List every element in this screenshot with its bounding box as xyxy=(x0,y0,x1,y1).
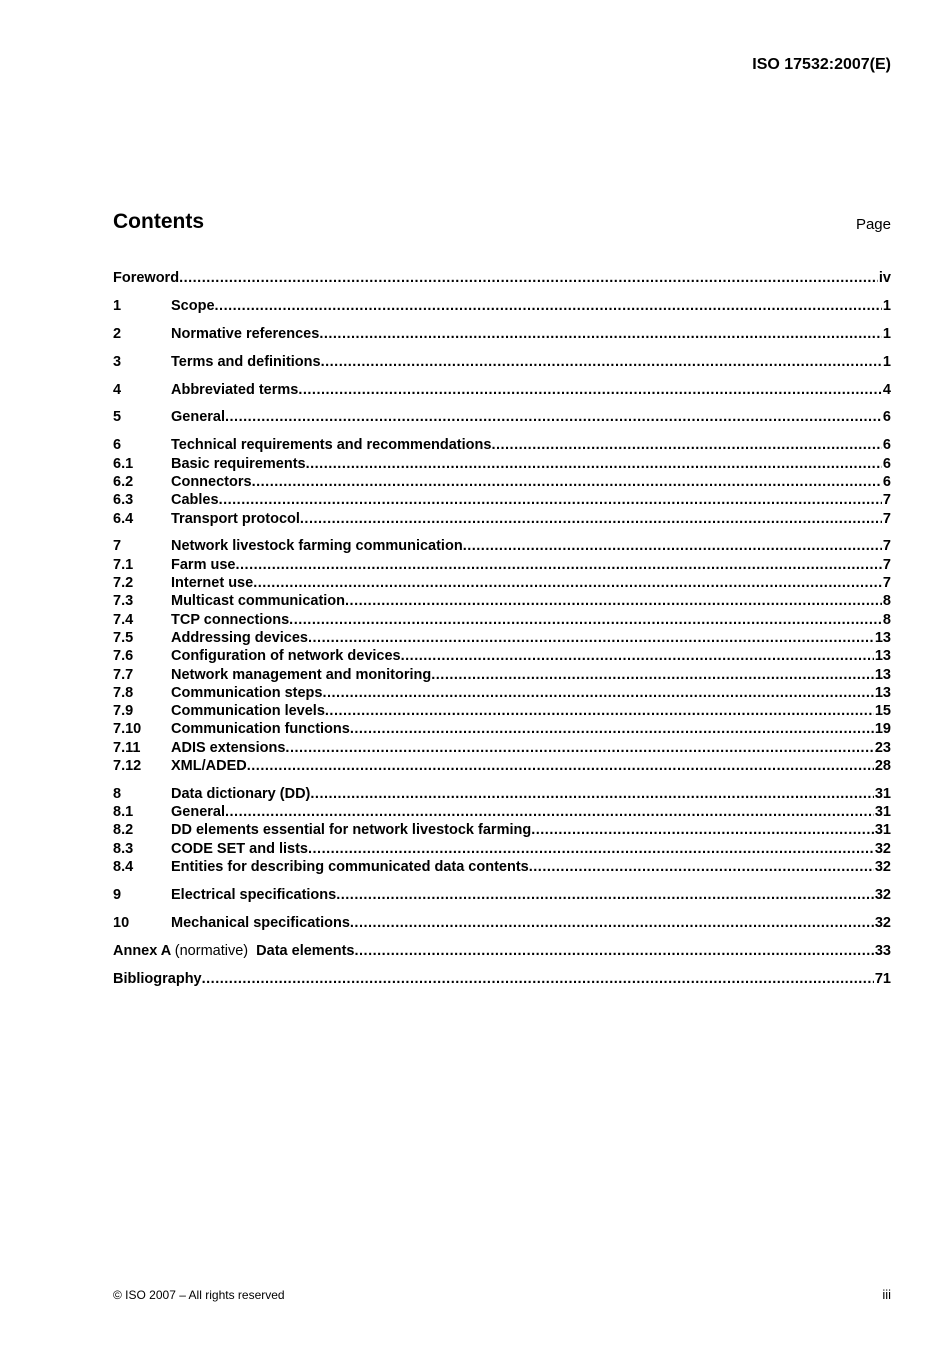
toc-entry-title-text: Annex A xyxy=(113,942,171,959)
toc-entry-page: 33 xyxy=(874,942,891,959)
toc-entry-title-text: Basic requirements xyxy=(171,455,306,472)
toc-entry-page: 23 xyxy=(874,739,891,756)
toc-dot-leader xyxy=(336,886,874,904)
toc-entry-page: 31 xyxy=(874,822,891,839)
toc-entry-title xyxy=(171,629,308,647)
toc-entry-title xyxy=(171,455,306,473)
toc-entry-number: 9 xyxy=(113,886,122,903)
toc-entry-title xyxy=(113,942,355,960)
contents-heading: Contents xyxy=(113,210,204,233)
toc-entry-number: 6.1 xyxy=(113,455,134,472)
toc-entry-title-text: Configuration of network devices xyxy=(171,648,401,665)
toc-group xyxy=(113,381,891,399)
toc-entry-title xyxy=(171,720,350,738)
toc-entry-number: 5 xyxy=(113,409,122,426)
toc-entry-number: 6.3 xyxy=(113,492,134,509)
toc-entry-page: 15 xyxy=(874,703,891,720)
toc-entry-page: 13 xyxy=(874,648,891,665)
toc-entry-page: 19 xyxy=(874,721,891,738)
toc-entry-number: 8.3 xyxy=(113,840,134,857)
toc-entry[interactable] xyxy=(113,886,891,904)
toc-entry-title xyxy=(171,408,225,426)
toc-group xyxy=(113,970,891,988)
toc-entry-page: 8 xyxy=(882,593,891,610)
toc-entry-number: 10 xyxy=(113,914,130,931)
toc-entry-title xyxy=(171,821,531,839)
toc-entry-number: 7.2 xyxy=(113,575,134,592)
toc-entry[interactable] xyxy=(113,757,891,775)
toc-entry-title xyxy=(171,297,215,315)
toc-group xyxy=(113,408,891,426)
toc-entry-title-text: Network livestock farming communication xyxy=(171,538,463,555)
toc-entry-number: 6 xyxy=(113,437,122,454)
toc-entry-title xyxy=(171,574,253,592)
toc-entry-title-text: Addressing devices xyxy=(171,629,308,646)
toc-dot-leader xyxy=(350,720,874,738)
toc-group xyxy=(113,297,891,315)
toc-entry-number: 7.3 xyxy=(113,593,134,610)
toc-entry[interactable] xyxy=(113,556,891,574)
toc-entry[interactable] xyxy=(113,684,891,702)
table-of-contents xyxy=(113,269,891,998)
toc-entry-number: 8.2 xyxy=(113,822,134,839)
toc-entry-title xyxy=(171,702,325,720)
toc-entry-title-text: Network management and monitoring xyxy=(171,666,432,683)
toc-entry-number: 8 xyxy=(113,785,122,802)
toc-entry-title-text: XML/ADED xyxy=(171,757,247,774)
toc-entry-number: 7.9 xyxy=(113,703,134,720)
toc-dot-leader xyxy=(431,666,874,684)
toc-entry-title xyxy=(171,436,491,454)
toc-entry-page: 32 xyxy=(874,840,891,857)
toc-entry-title xyxy=(171,858,529,876)
toc-entry[interactable] xyxy=(113,611,891,629)
toc-entry[interactable] xyxy=(113,510,891,528)
toc-entry-page: 71 xyxy=(874,970,891,987)
toc-entry-page: 6 xyxy=(882,437,891,454)
toc-group xyxy=(113,325,891,343)
toc-entry-title-text: Farm use xyxy=(171,556,236,573)
toc-entry-title-text: Normative references xyxy=(171,325,320,342)
toc-dot-leader xyxy=(310,785,873,803)
toc-entry[interactable] xyxy=(113,942,891,960)
toc-entry[interactable] xyxy=(113,702,891,720)
toc-dot-leader xyxy=(345,592,882,610)
toc-entry-title-text: Transport protocol xyxy=(171,510,300,527)
toc-dot-leader xyxy=(300,510,882,528)
toc-entry-page: 7 xyxy=(882,538,891,555)
toc-entry-number: 7.11 xyxy=(113,739,141,756)
toc-group xyxy=(113,436,891,527)
toc-entry-number: 7.5 xyxy=(113,629,134,646)
toc-entry-page: 32 xyxy=(874,914,891,931)
toc-entry-title-text: DD elements essential for network livestock farming xyxy=(171,822,532,839)
toc-entry-page: 13 xyxy=(874,629,891,646)
toc-entry-title xyxy=(171,611,289,629)
toc-entry-page: 32 xyxy=(874,886,891,903)
toc-group xyxy=(113,353,891,371)
toc-entry[interactable] xyxy=(113,325,891,343)
toc-entry-title xyxy=(171,592,345,610)
toc-dot-leader xyxy=(308,629,874,647)
toc-entry-title-text: Electrical specifications xyxy=(171,886,337,903)
toc-entry-title-text: Communication levels xyxy=(171,703,325,720)
toc-entry[interactable] xyxy=(113,269,891,287)
toc-entry-title-text: Entities for describing communicated data contents xyxy=(171,859,529,876)
toc-dot-leader xyxy=(306,455,882,473)
toc-entry-title xyxy=(171,840,308,858)
toc-entry-title xyxy=(171,556,235,574)
toc-entry-number: 7.10 xyxy=(113,721,142,738)
toc-entry-title-text: Terms and definitions xyxy=(171,353,321,370)
toc-group xyxy=(113,886,891,904)
toc-entry-title-text: Communication functions xyxy=(171,721,350,738)
toc-entry-title-text: General xyxy=(171,409,225,426)
toc-entry-number: 8.1 xyxy=(113,804,134,821)
toc-entry-page: 6 xyxy=(882,455,891,472)
toc-dot-leader xyxy=(298,381,882,399)
toc-entry[interactable] xyxy=(113,970,891,988)
toc-entry-number: 8.4 xyxy=(113,859,134,876)
toc-entry-page: 13 xyxy=(874,684,891,701)
toc-dot-leader xyxy=(225,408,882,426)
toc-entry[interactable] xyxy=(113,592,891,610)
footer-copyright: © ISO 2007 – All rights reserved xyxy=(113,1288,285,1302)
toc-entry-title-text: TCP connections xyxy=(171,611,290,628)
toc-entry-page: 31 xyxy=(874,804,891,821)
toc-entry-page: 28 xyxy=(874,757,891,774)
toc-entry[interactable] xyxy=(113,491,891,509)
toc-entry[interactable] xyxy=(113,821,891,839)
toc-entry-title-text: Communication steps xyxy=(171,684,323,701)
toc-entry[interactable] xyxy=(113,858,891,876)
toc-entry-number: 4 xyxy=(113,381,122,398)
toc-entry-number: 7.1 xyxy=(113,556,134,573)
toc-dot-leader xyxy=(252,473,882,491)
toc-entry[interactable] xyxy=(113,840,891,858)
toc-entry-number: 7 xyxy=(113,538,122,555)
toc-entry[interactable] xyxy=(113,473,891,491)
toc-entry-page: iv xyxy=(878,270,891,286)
toc-entry-number: 6.2 xyxy=(113,473,134,490)
toc-dot-leader xyxy=(179,269,878,287)
toc-entry-title-text: ADIS extensions xyxy=(171,739,286,756)
toc-entry-page: 31 xyxy=(874,785,891,802)
toc-entry-title xyxy=(171,510,300,528)
toc-entry-number: 7.7 xyxy=(113,666,134,683)
toc-entry-annex-type: (normative) xyxy=(174,942,249,959)
toc-dot-leader xyxy=(350,914,874,932)
toc-entry[interactable] xyxy=(113,785,891,803)
toc-entry[interactable] xyxy=(113,629,891,647)
toc-entry-title xyxy=(113,970,202,988)
toc-entry[interactable] xyxy=(113,803,891,821)
toc-entry-title-text: Foreword xyxy=(113,270,180,286)
toc-entry[interactable] xyxy=(113,914,891,932)
toc-entry-page: 13 xyxy=(874,666,891,683)
toc-group xyxy=(113,914,891,932)
toc-dot-leader xyxy=(401,647,874,665)
toc-entry-page: 7 xyxy=(882,556,891,573)
toc-group xyxy=(113,942,891,960)
toc-entry-page: 32 xyxy=(874,859,891,876)
toc-entry[interactable] xyxy=(113,353,891,371)
toc-dot-leader xyxy=(235,556,881,574)
toc-group xyxy=(113,269,891,287)
toc-entry[interactable] xyxy=(113,739,891,757)
toc-entry[interactable] xyxy=(113,666,891,684)
toc-entry-title-text: Technical requirements and recommendations xyxy=(171,437,492,454)
toc-entry[interactable] xyxy=(113,381,891,399)
toc-entry-title xyxy=(171,666,431,684)
toc-entry-number: 1 xyxy=(113,297,122,314)
toc-entry-number: 7.12 xyxy=(113,757,142,774)
toc-entry-title xyxy=(171,739,285,757)
toc-entry-title-text: General xyxy=(171,804,225,821)
toc-entry-page: 6 xyxy=(882,409,891,426)
toc-entry[interactable] xyxy=(113,537,891,555)
toc-dot-leader xyxy=(321,353,882,371)
toc-dot-leader xyxy=(253,574,882,592)
toc-entry[interactable] xyxy=(113,647,891,665)
toc-entry[interactable] xyxy=(113,574,891,592)
toc-entry-title-text: Abbreviated terms xyxy=(171,381,299,398)
toc-dot-leader xyxy=(289,611,882,629)
toc-entry-title xyxy=(171,914,350,932)
toc-entry-number: 3 xyxy=(113,353,122,370)
toc-dot-leader xyxy=(219,491,882,509)
toc-entry-title-text: Bibliography xyxy=(113,970,202,987)
toc-entry-title-text: Connectors xyxy=(171,473,252,490)
toc-group xyxy=(113,537,891,775)
toc-dot-leader xyxy=(531,821,874,839)
toc-dot-leader xyxy=(325,702,874,720)
toc-dot-leader xyxy=(322,684,873,702)
toc-entry[interactable] xyxy=(113,455,891,473)
toc-entry-number: 6.4 xyxy=(113,510,134,527)
toc-entry-page: 8 xyxy=(882,611,891,628)
toc-entry[interactable] xyxy=(113,720,891,738)
toc-entry-title xyxy=(113,269,179,287)
toc-dot-leader xyxy=(463,537,882,555)
toc-entry-title xyxy=(171,785,310,803)
toc-entry-title-text: Scope xyxy=(171,297,215,314)
toc-entry-page: 6 xyxy=(882,473,891,490)
toc-dot-leader xyxy=(529,858,874,876)
toc-dot-leader xyxy=(285,739,873,757)
toc-entry-number: 7.4 xyxy=(113,611,134,628)
toc-entry[interactable] xyxy=(113,436,891,454)
toc-entry-page: 7 xyxy=(882,492,891,509)
toc-entry-title-text: Multicast communication xyxy=(171,593,346,610)
toc-dot-leader xyxy=(247,757,874,775)
toc-entry-title xyxy=(171,647,401,665)
toc-entry-title xyxy=(171,757,247,775)
toc-entry-number: 2 xyxy=(113,325,122,342)
page-column-label: Page xyxy=(855,216,891,233)
toc-entry-title xyxy=(171,353,321,371)
document-id: ISO 17532:2007(E) xyxy=(752,56,891,73)
toc-entry-title-text: Data dictionary (DD) xyxy=(171,785,311,802)
toc-entry-title xyxy=(171,803,225,821)
toc-entry-number: 7.8 xyxy=(113,684,134,701)
toc-entry-title xyxy=(171,381,298,399)
toc-entry-number: 7.6 xyxy=(113,648,134,665)
toc-entry-annex-title: Data elements xyxy=(256,942,355,959)
toc-dot-leader xyxy=(355,942,874,960)
toc-entry-title xyxy=(171,684,322,702)
toc-dot-leader xyxy=(202,970,874,988)
toc-entry-title-text: Internet use xyxy=(171,575,254,592)
toc-entry-title xyxy=(171,886,336,904)
toc-entry-page: 1 xyxy=(882,325,891,342)
toc-entry[interactable] xyxy=(113,408,891,426)
toc-entry-title xyxy=(171,325,319,343)
toc-entry-page: 1 xyxy=(882,297,891,314)
toc-entry-page: 7 xyxy=(882,510,891,527)
toc-dot-leader xyxy=(319,325,882,343)
toc-entry-title-text: Cables xyxy=(171,492,219,509)
toc-entry-title xyxy=(171,491,219,509)
footer-page-number: iii xyxy=(882,1287,891,1302)
toc-group xyxy=(113,785,891,876)
toc-entry-title xyxy=(171,537,463,555)
toc-dot-leader xyxy=(225,803,874,821)
toc-dot-leader xyxy=(215,297,882,315)
toc-entry-page: 4 xyxy=(882,381,891,398)
toc-entry-page: 7 xyxy=(882,575,891,592)
toc-entry-title-text: CODE SET and lists xyxy=(171,840,308,857)
toc-dot-leader xyxy=(491,436,881,454)
toc-entry-title xyxy=(171,473,252,491)
toc-entry-title-text: Mechanical specifications xyxy=(171,914,350,931)
toc-entry-page: 1 xyxy=(882,353,891,370)
toc-dot-leader xyxy=(308,840,874,858)
toc-entry[interactable] xyxy=(113,297,891,315)
